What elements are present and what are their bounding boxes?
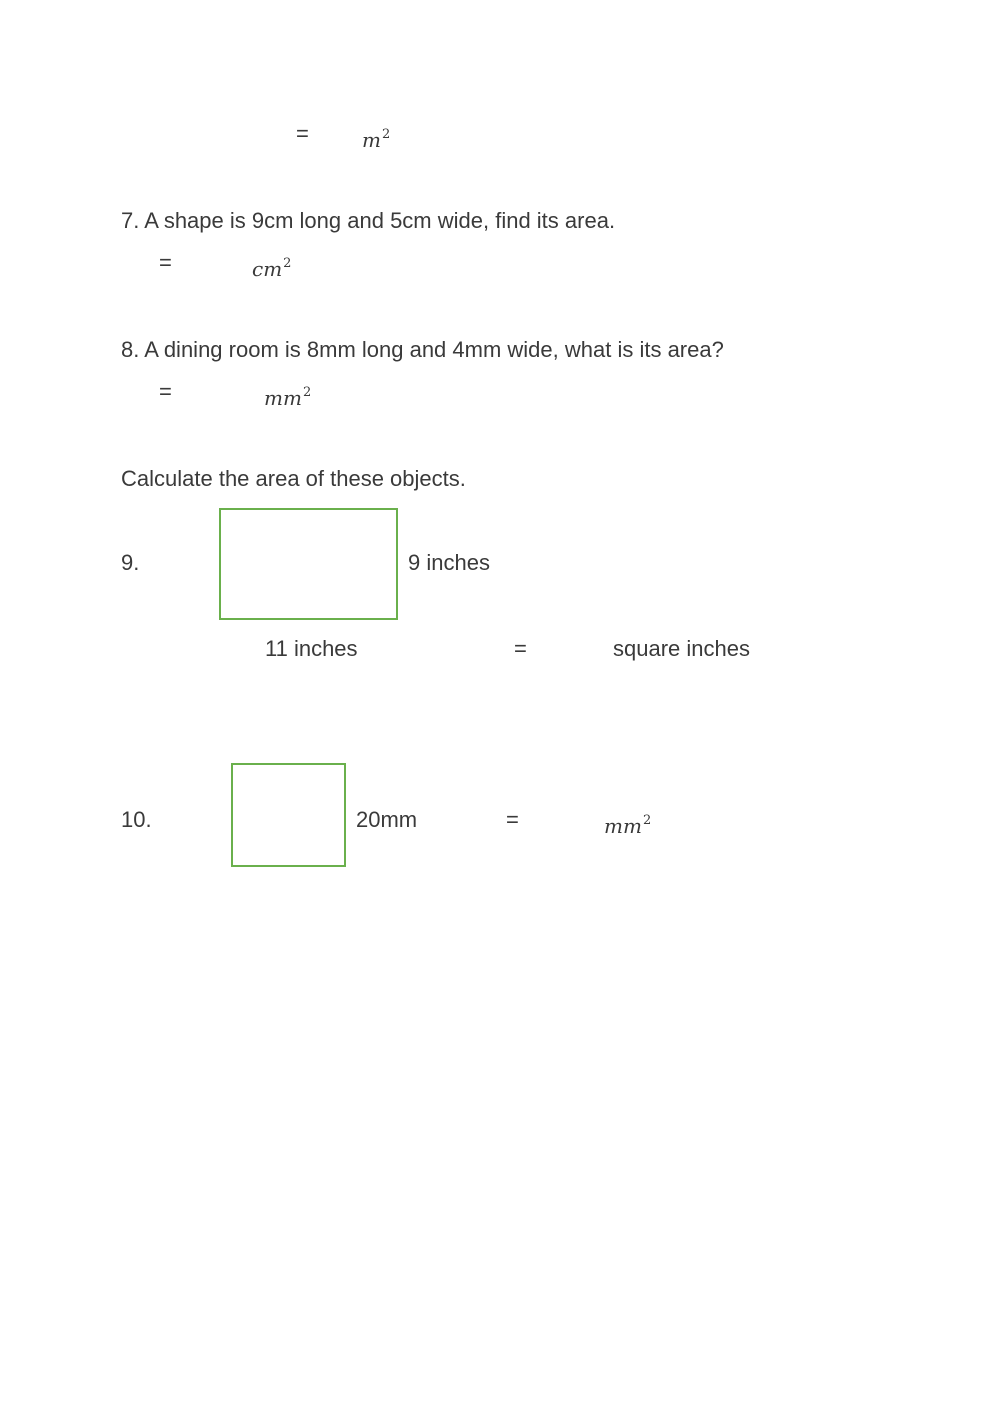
question-7-unit: cm — [252, 257, 283, 281]
question-10-number: 10. — [121, 807, 152, 832]
top-unit-exponent: 2 — [381, 127, 391, 142]
question-7-unit-cm-squared — [252, 251, 291, 282]
question-7-text: 7. A shape is 9cm long and 5cm wide, find its area. — [121, 208, 616, 233]
question-8-equals-sign: = — [159, 379, 172, 404]
question-8-text: 8. A dining room is 8mm long and 4mm wide, what is its area? — [121, 337, 724, 362]
question-10-unit-mm-squared — [604, 808, 651, 839]
question-8-unit-mm-squared — [264, 380, 311, 411]
question-7-unit-exponent: 2 — [283, 256, 292, 271]
question-9-rectangle-shape — [219, 508, 398, 620]
top-equals-sign: = — [296, 121, 309, 146]
top-unit-m-squared — [362, 122, 390, 153]
question-8-unit-exponent: 2 — [302, 385, 312, 400]
question-10-unit-exponent: 2 — [642, 813, 652, 828]
top-unit: m — [362, 128, 381, 152]
question-9-side-label: 9 inches — [408, 550, 490, 575]
section-heading: Calculate the area of these objects. — [121, 466, 466, 491]
question-9-equals-sign: = — [514, 636, 527, 661]
question-9-number: 9. — [121, 550, 140, 575]
question-9-bottom-label: 11 inches — [265, 636, 358, 661]
question-10-unit: mm — [604, 814, 642, 838]
question-10-square-shape — [231, 763, 346, 867]
question-9-answer-unit: square inches — [613, 636, 750, 661]
question-10-equals-sign: = — [506, 807, 519, 832]
question-8-unit: mm — [264, 386, 302, 410]
question-7-equals-sign: = — [159, 250, 172, 275]
question-10-side-label: 20mm — [356, 807, 418, 832]
